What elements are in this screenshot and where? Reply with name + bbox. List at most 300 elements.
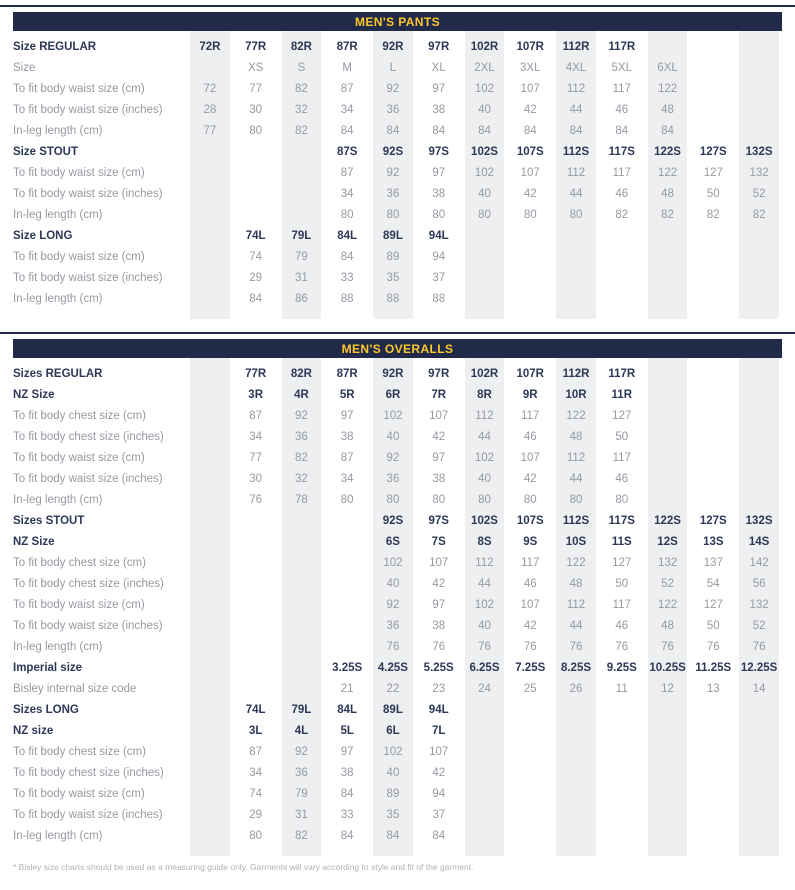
row-label: Sizes REGULAR <box>13 368 103 380</box>
size-cell <box>739 490 779 511</box>
table-row <box>13 427 782 448</box>
size-cell: 97S <box>428 515 449 527</box>
size-cell: 87R <box>336 41 358 53</box>
size-cell: 7L <box>432 725 446 737</box>
size-cell: 38 <box>432 473 446 485</box>
size-cell: 117 <box>612 599 631 611</box>
size-cell <box>190 448 230 469</box>
size-cell <box>327 616 367 637</box>
size-cell <box>282 142 322 163</box>
size-cell: 94 <box>432 788 446 800</box>
size-cell: 102R <box>465 37 505 58</box>
size-cell: 97 <box>432 83 446 95</box>
size-cell <box>739 79 779 100</box>
size-cell <box>190 184 230 205</box>
size-cell: 87 <box>340 83 354 95</box>
table-row <box>13 637 782 658</box>
table-row <box>13 247 782 268</box>
size-cell: 112 <box>556 595 596 616</box>
size-cell: 74L <box>245 230 266 242</box>
size-cell: 127 <box>612 557 632 569</box>
size-cell <box>236 184 276 205</box>
size-cell: 112 <box>465 406 505 427</box>
table-row <box>13 574 782 595</box>
size-cell: 36 <box>373 100 413 121</box>
size-cell <box>648 247 688 268</box>
row-label: Size STOUT <box>13 146 78 158</box>
table-row <box>13 763 782 784</box>
size-cell <box>693 406 733 427</box>
size-cell: 97 <box>432 599 446 611</box>
size-cell <box>190 679 230 700</box>
size-cell: 127 <box>703 599 723 611</box>
size-cell: 42 <box>523 188 537 200</box>
size-cell: 89L <box>373 226 413 247</box>
size-cell: 84 <box>340 251 354 263</box>
size-cell: 89 <box>373 784 413 805</box>
size-cell <box>693 385 733 406</box>
size-cell <box>648 763 688 784</box>
size-cell <box>693 226 733 247</box>
size-cell <box>510 826 550 847</box>
size-cell: 102 <box>373 406 413 427</box>
row-label: Bisley internal size code <box>13 683 137 695</box>
spacer-cell <box>190 310 230 319</box>
size-cell <box>282 679 322 700</box>
size-cell: 4R <box>282 385 322 406</box>
size-cell <box>693 427 733 448</box>
size-cell: 122 <box>648 163 688 184</box>
size-cell: 84 <box>249 293 263 305</box>
size-cell: 13 <box>706 683 720 695</box>
size-cell <box>282 637 322 658</box>
spacer-cell <box>510 310 550 319</box>
size-cell: 4XL <box>556 58 596 79</box>
size-cell <box>648 700 688 721</box>
size-cell <box>693 448 733 469</box>
size-cell <box>556 742 596 763</box>
size-cell <box>236 595 276 616</box>
row-label: To fit body chest size (cm) <box>13 557 146 569</box>
size-cell <box>739 805 779 826</box>
size-cell <box>190 742 230 763</box>
size-cell <box>648 469 688 490</box>
size-cell <box>693 763 733 784</box>
size-cell: 6XL <box>648 58 688 79</box>
size-cell: 80 <box>556 490 596 511</box>
size-cell <box>190 658 230 679</box>
size-cell: 7S <box>431 536 446 548</box>
size-cell <box>693 289 733 310</box>
size-cell: 38 <box>340 767 354 779</box>
size-cell <box>190 289 230 310</box>
size-cell: 112R <box>556 364 596 385</box>
size-cell <box>190 574 230 595</box>
spacer-cell <box>556 847 596 856</box>
size-cell: 36 <box>373 469 413 490</box>
size-cell: 50 <box>706 620 720 632</box>
size-cell: 40 <box>465 100 505 121</box>
size-cell <box>190 637 230 658</box>
size-cell: 84 <box>340 830 354 842</box>
size-cell <box>556 784 596 805</box>
size-cell: 102 <box>465 448 505 469</box>
size-cell <box>556 826 596 847</box>
size-cell: 132S <box>739 142 779 163</box>
size-cell: 82 <box>706 209 720 221</box>
size-cell: 107 <box>520 452 540 464</box>
size-cell <box>510 721 550 742</box>
size-cell: 80 <box>432 209 446 221</box>
mens-pants-section <box>0 5 795 319</box>
row-label: To fit body chest size (cm) <box>13 410 146 422</box>
row-label: In-leg length (cm) <box>13 830 103 842</box>
size-cell <box>236 616 276 637</box>
size-cell <box>236 532 276 553</box>
row-label: To fit body waist size (cm) <box>13 167 145 179</box>
size-cell: 84 <box>556 121 596 142</box>
size-cell <box>190 700 230 721</box>
size-cell: 72 <box>190 79 230 100</box>
spacer-cell <box>236 847 276 856</box>
size-cell: 36 <box>373 616 413 637</box>
size-cell: 92 <box>282 742 322 763</box>
size-cell <box>556 247 596 268</box>
size-cell: 84 <box>465 121 505 142</box>
size-cell: 97R <box>428 41 450 53</box>
size-cell <box>739 37 779 58</box>
size-cell: 127 <box>612 410 632 422</box>
row-label: To fit body chest size (inches) <box>13 578 164 590</box>
size-cell: 4.25S <box>373 658 413 679</box>
table-row <box>13 142 782 163</box>
size-cell <box>190 385 230 406</box>
size-cell: 44 <box>465 427 505 448</box>
size-cell <box>510 700 550 721</box>
size-cell <box>602 826 642 847</box>
size-cell: 82 <box>282 826 322 847</box>
spacer-cell <box>602 310 642 319</box>
size-cell: 33 <box>340 809 354 821</box>
size-cell <box>190 205 230 226</box>
size-cell: 50 <box>615 431 629 443</box>
size-cell <box>282 553 322 574</box>
spacer-row <box>13 847 782 856</box>
size-cell: 92R <box>373 364 413 385</box>
row-label: Sizes STOUT <box>13 515 85 527</box>
size-cell: 42 <box>523 620 537 632</box>
size-cell: 44 <box>556 184 596 205</box>
size-cell: 79L <box>282 700 322 721</box>
spacer-cell <box>739 310 779 319</box>
spacer-cell <box>648 310 688 319</box>
size-cell <box>190 268 230 289</box>
size-cell: S <box>282 58 322 79</box>
size-cell: 74 <box>249 251 263 263</box>
size-cell <box>693 364 733 385</box>
table-row <box>13 226 782 247</box>
size-cell: 22 <box>373 679 413 700</box>
size-cell: 102S <box>465 142 505 163</box>
size-cell <box>648 226 688 247</box>
size-cell: 77 <box>190 121 230 142</box>
size-cell <box>465 742 505 763</box>
size-cell <box>190 595 230 616</box>
size-cell <box>648 427 688 448</box>
size-cell: 84L <box>337 230 358 242</box>
size-cell: 89L <box>373 700 413 721</box>
size-cell: 87 <box>340 452 354 464</box>
size-cell <box>693 805 733 826</box>
size-cell <box>465 247 505 268</box>
table-row <box>13 511 782 532</box>
size-cell: 142 <box>739 553 779 574</box>
size-cell: 77 <box>249 83 263 95</box>
spacer-cell <box>236 310 276 319</box>
size-cell <box>190 226 230 247</box>
size-cell: 28 <box>190 100 230 121</box>
size-cell: 44 <box>556 469 596 490</box>
spacer-cell <box>556 310 596 319</box>
row-label: To fit body waist size (inches) <box>13 620 163 632</box>
size-cell: 77R <box>245 368 267 380</box>
size-cell <box>282 532 322 553</box>
size-cell <box>190 616 230 637</box>
size-cell: 97 <box>340 746 354 758</box>
size-cell: 80 <box>615 494 629 506</box>
size-cell <box>236 142 276 163</box>
size-cell: 112 <box>556 163 596 184</box>
size-cell <box>282 511 322 532</box>
size-cell <box>236 679 276 700</box>
size-cell: 112 <box>465 553 505 574</box>
size-cell: 10S <box>556 532 596 553</box>
spacer-cell <box>465 847 505 856</box>
size-cell: 34 <box>340 188 354 200</box>
size-cell: 84 <box>373 121 413 142</box>
size-cell: 5R <box>339 389 355 401</box>
table-row <box>13 616 782 637</box>
size-cell: 44 <box>556 616 596 637</box>
size-cell: 79 <box>282 247 322 268</box>
spacer-cell <box>465 310 505 319</box>
size-cell <box>236 574 276 595</box>
size-cell: 12 <box>648 679 688 700</box>
size-cell: 102R <box>465 364 505 385</box>
table-row <box>13 79 782 100</box>
size-cell <box>190 532 230 553</box>
size-cell <box>693 784 733 805</box>
table-row <box>13 205 782 226</box>
size-cell <box>648 289 688 310</box>
size-cell: 84 <box>523 125 537 137</box>
size-cell: 80 <box>523 209 537 221</box>
size-cell: 10.25S <box>648 658 688 679</box>
table-title: MEN'S OVERALLS <box>341 342 454 356</box>
spacer-cell <box>282 847 322 856</box>
size-cell: 56 <box>739 574 779 595</box>
row-label: To fit body waist size (inches) <box>13 809 163 821</box>
size-cell <box>190 511 230 532</box>
size-cell: 102 <box>373 742 413 763</box>
size-cell: 14S <box>739 532 779 553</box>
size-cell: 46 <box>523 431 537 443</box>
size-cell: 132 <box>648 553 688 574</box>
size-cell <box>556 289 596 310</box>
size-cell: M <box>342 62 352 74</box>
size-cell: 84 <box>432 125 446 137</box>
size-cell <box>282 616 322 637</box>
table-row <box>13 268 782 289</box>
size-cell: 102 <box>465 595 505 616</box>
size-cell <box>190 142 230 163</box>
table-row <box>13 163 782 184</box>
row-label: To fit body chest size (inches) <box>13 767 164 779</box>
size-cell: 44 <box>465 574 505 595</box>
size-cell: 54 <box>706 578 720 590</box>
size-cell: 3XL <box>520 62 541 74</box>
size-cell <box>556 226 596 247</box>
size-cell <box>327 553 367 574</box>
size-cell: 80 <box>249 125 263 137</box>
row-label: To fit body waist size (inches) <box>13 104 163 116</box>
size-cell: 44 <box>556 100 596 121</box>
size-cell <box>602 289 642 310</box>
size-cell <box>648 364 688 385</box>
size-cell: 89 <box>373 247 413 268</box>
size-cell: 107R <box>516 368 544 380</box>
size-cell: 97 <box>340 410 354 422</box>
size-cell <box>693 700 733 721</box>
size-cell <box>282 205 322 226</box>
size-cell <box>190 58 230 79</box>
size-cell: 92 <box>373 448 413 469</box>
size-cell <box>739 826 779 847</box>
size-cell <box>693 121 733 142</box>
row-label: In-leg length (cm) <box>13 209 103 221</box>
table-row <box>13 469 782 490</box>
size-cell: 77R <box>245 41 267 53</box>
size-cell <box>739 784 779 805</box>
size-cell: XL <box>431 62 446 74</box>
table-row <box>13 364 782 385</box>
table-row <box>13 784 782 805</box>
footnote: * Bisley size charts should be used as a measuring guide only. Garments will vary according to style and fit of the garment. <box>13 862 474 872</box>
size-cell <box>602 247 642 268</box>
size-cell: 97R <box>428 368 450 380</box>
size-cell: 122 <box>556 406 596 427</box>
table-row <box>13 121 782 142</box>
size-cell <box>693 469 733 490</box>
size-cell <box>190 247 230 268</box>
size-cell: 94 <box>432 251 446 263</box>
size-cell: 32 <box>282 100 322 121</box>
size-cell: 6.25S <box>465 658 505 679</box>
spacer-cell <box>327 310 367 319</box>
size-cell <box>282 595 322 616</box>
size-cell: 21 <box>340 683 354 695</box>
size-cell: 42 <box>523 473 537 485</box>
table-row <box>13 385 782 406</box>
size-cell: 127S <box>699 146 727 158</box>
size-cell: 9S <box>523 536 538 548</box>
size-cell: 5XL <box>611 62 632 74</box>
size-cell <box>190 826 230 847</box>
size-cell: 112S <box>556 142 596 163</box>
size-cell: 46 <box>615 620 629 632</box>
size-cell <box>648 406 688 427</box>
size-cell: 2XL <box>465 58 505 79</box>
table-title: MEN'S PANTS <box>354 15 441 29</box>
size-cell: 7R <box>431 389 447 401</box>
size-cell <box>465 268 505 289</box>
top-rule <box>0 332 795 334</box>
size-cell: 80 <box>373 490 413 511</box>
size-cell <box>648 805 688 826</box>
size-cell: 34 <box>249 431 263 443</box>
size-cell <box>602 226 642 247</box>
size-cell: 46 <box>615 473 629 485</box>
size-cell: 76 <box>249 494 263 506</box>
size-cell: 36 <box>282 763 322 784</box>
size-cell: 9.25S <box>606 662 637 674</box>
top-rule <box>0 5 795 7</box>
size-cell: 8S <box>465 532 505 553</box>
row-label: Imperial size <box>13 662 83 674</box>
table-row <box>13 289 782 310</box>
size-cell <box>190 805 230 826</box>
size-cell: 8.25S <box>556 658 596 679</box>
size-cell: 40 <box>465 184 505 205</box>
row-label: To fit body waist size (cm) <box>13 452 145 464</box>
size-cell: 97S <box>428 146 449 158</box>
size-cell: 79 <box>282 784 322 805</box>
spacer-cell <box>510 847 550 856</box>
size-cell <box>602 784 642 805</box>
size-cell: 31 <box>282 805 322 826</box>
size-cell: 117S <box>608 146 635 158</box>
row-label: NZ Size <box>13 389 55 401</box>
size-cell: 35 <box>373 805 413 826</box>
size-cell: 92R <box>373 37 413 58</box>
size-cell: 26 <box>556 679 596 700</box>
table-row <box>13 679 782 700</box>
size-cell <box>190 490 230 511</box>
mens-pants-title-bar <box>13 12 782 31</box>
table-row <box>13 553 782 574</box>
size-cell: 107 <box>520 83 540 95</box>
size-cell: 80 <box>432 494 446 506</box>
size-cell: 80 <box>373 205 413 226</box>
spacer-cell <box>419 310 459 319</box>
row-label: Sizes LONG <box>13 704 79 716</box>
size-cell <box>282 658 322 679</box>
size-cell: 76 <box>648 637 688 658</box>
row-label: In-leg length (cm) <box>13 494 103 506</box>
size-cell: 11.25S <box>695 662 732 674</box>
spacer-cell <box>373 847 413 856</box>
size-cell <box>190 784 230 805</box>
size-cell: XS <box>247 62 264 74</box>
size-cell: 10R <box>556 385 596 406</box>
size-cell <box>190 721 230 742</box>
size-cell: 84 <box>432 830 446 842</box>
size-cell <box>465 763 505 784</box>
table-row <box>13 742 782 763</box>
size-cell <box>739 448 779 469</box>
table-row <box>13 448 782 469</box>
size-cell: 3L <box>248 725 263 737</box>
